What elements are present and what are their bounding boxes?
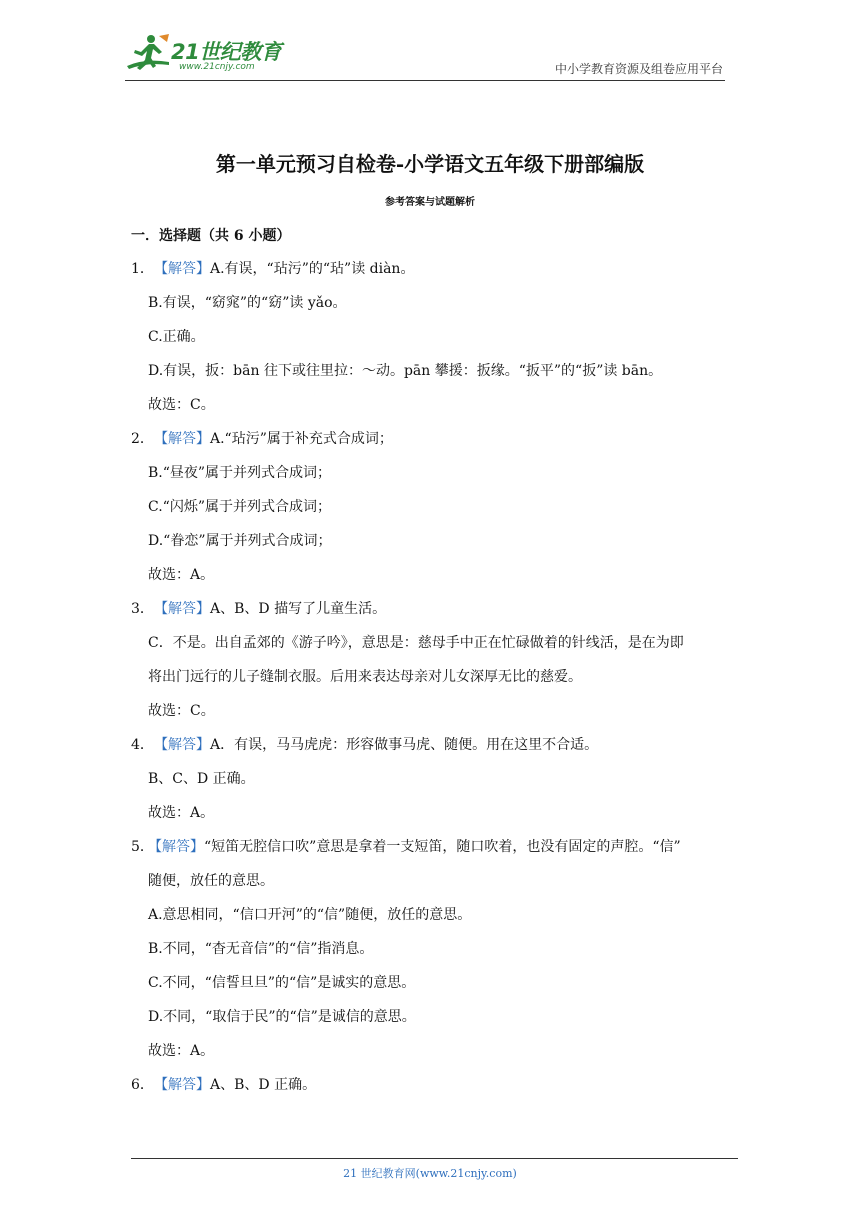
answer-text: A、B、D 描写了儿童生活。 — [210, 601, 387, 617]
runner-icon — [125, 32, 173, 78]
logo-url: www.21cnjy.com — [179, 62, 255, 72]
answer-tag: 【解答】 — [154, 431, 210, 447]
answer-tag: 【解答】 — [154, 737, 210, 753]
page-title: 第一单元预习自检卷-小学语文五年级下册部编版 — [215, 152, 645, 176]
page-header — [125, 30, 725, 80]
answer-tag: 【解答】 — [154, 261, 210, 277]
answer-line: D.不同，“取信于民”的“信”是诚信的意思。 — [148, 1009, 416, 1025]
answer-first-line — [154, 734, 598, 754]
answer-line: D.“眷恋”属于并列式合成词； — [148, 533, 332, 549]
answer-line: 故选：C。 — [148, 397, 215, 413]
answer-line: 故选：A。 — [148, 567, 215, 583]
answer-line: A.意思相同，“信口开河”的“信”随便，放任的意思。 — [148, 907, 472, 923]
answer-number: 4． — [131, 737, 154, 753]
answer-line: B.不同，“杳无音信”的“信”指消息。 — [148, 941, 374, 957]
answer-line: 故选：A。 — [148, 805, 215, 821]
answer-tag: 【解答】 — [154, 1077, 210, 1093]
answer-tag: 【解答】 — [154, 601, 210, 617]
answer-number: 3． — [131, 601, 154, 617]
answer-first-line — [148, 836, 681, 856]
answer-line: C.“闪烁”属于并列式合成词； — [148, 499, 331, 515]
answer-line: 将出门远行的儿子缝制衣服。后用来表达母亲对儿女深厚无比的慈爱。 — [148, 669, 582, 685]
answer-tag: 【解答】 — [148, 839, 204, 855]
page-subtitle: 参考答案与试题解析 — [385, 197, 475, 208]
answer-line: B.有误，“窈窕”的“窈”读 yǎo。 — [148, 295, 347, 311]
answer-text: A、B、D 正确。 — [210, 1077, 317, 1093]
answer-line: C.正确。 — [148, 329, 205, 345]
footer-divider — [131, 1158, 738, 1159]
answer-line: C．不是。出自孟郊的《游子吟》，意思是：慈母手中正在忙碌做着的针线活，是在为即 — [148, 635, 684, 651]
answer-number: 5． — [131, 839, 154, 855]
section-heading: 一．选择题（共 6 小题） — [131, 228, 291, 244]
answer-line: B、C、D 正确。 — [148, 771, 255, 787]
answer-number: 1． — [131, 261, 154, 277]
platform-label: 中小学教育资源及组卷应用平台 — [554, 62, 723, 76]
header-divider — [125, 80, 725, 81]
answer-first-line — [154, 428, 393, 448]
answer-line: C.不同，“信誓旦旦”的“信”是诚实的意思。 — [148, 975, 416, 991]
answer-line: 故选：A。 — [148, 1043, 215, 1059]
answer-line: 故选：C。 — [148, 703, 215, 719]
answer-first-line — [154, 1074, 316, 1094]
answer-line: B.“昼夜”属于并列式合成词； — [148, 465, 332, 481]
answer-first-line — [154, 598, 386, 618]
answer-line: D.有误，扳：bān 往下或往里拉：～动。pān 攀援：扳缘。“扳平”的“扳”读 bān。 — [148, 363, 663, 379]
answer-number: 2． — [131, 431, 154, 447]
answer-number: 6． — [131, 1077, 154, 1093]
site-logo — [125, 32, 295, 78]
footer-link[interactable]: 21 世纪教育网(www.21cnjy.com) — [343, 1167, 517, 1180]
answer-first-line — [154, 258, 414, 278]
answer-text: A．有误，马马虎虎：形容做事马虎、随便。用在这里不合适。 — [210, 737, 599, 753]
answer-text: A.“玷污”属于补充式合成词； — [210, 431, 393, 447]
answer-text: A.有误，“玷污”的“玷”读 diàn。 — [210, 261, 415, 277]
answer-text: “短笛无腔信口吹”意思是拿着一支短笛，随口吹着，也没有固定的声腔。“信” — [204, 839, 681, 855]
answer-line: 随便，放任的意思。 — [148, 873, 274, 889]
logo-text: 21世纪教育 — [171, 40, 282, 64]
